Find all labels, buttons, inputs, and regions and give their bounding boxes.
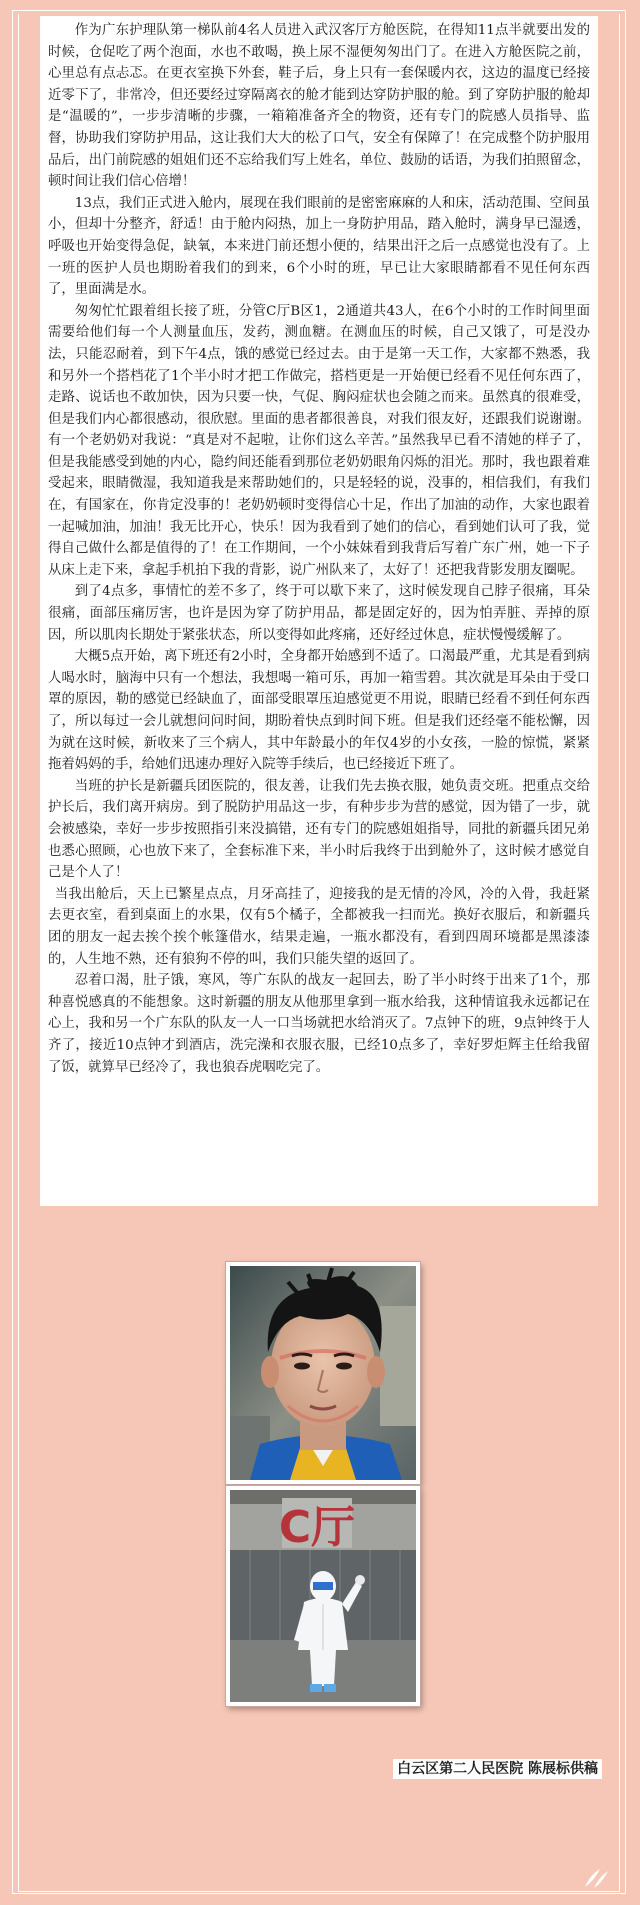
article-paragraph-5: 大概5点开始，离下班还有2小时，全身都开始感到不适了。口渴最严重，尤其是看到病人喝水时，脑海中只有一个想法，我想喝一箱可乐，再加一箱雪碧。其次就是耳朵由于受口罩的原因，勒的感觉已经缺血了，面部受眼罩压迫感觉更不用说，眼睛已经看不到任何东西了，所以每过一会儿就想问问时间，期盼着快点到时间下班。但是我们还经毫不能松懈，因为就在这时候，新收来了三个病人，其中年龄最小的年仅4岁的小女孩，一脸的惊慌，紧紧拖着妈妈的手，给她们迅速办理好入院等手续后，也已经接近下班了。 <box>48 649 590 773</box>
article-paragraph-6: 当班的护长是新疆兵团医院的，很友善，让我们先去换衣服，她负责交班。把重点交给护长后，我们离开病房。到了脱防护用品这一步，有种步步为营的感觉，因为错了一步，就会被感染，幸好一步步按照指引来没搞错，还有专门的院感姐姐指导，同批的新疆兵团兄弟也悉心照顾，心也放下来了，全套标准下来，半小时后我终于出到舱外了，这时候才感觉自己是个人了！ <box>48 778 590 881</box>
feather-logo-icon <box>582 1867 610 1889</box>
protective-suit-person-icon <box>230 1490 416 1702</box>
article-paragraph-1: 作为广东护理队第一梯队前4名人员进入武汉客厅方舱医院，在得知11点半就要出发的时候，仓促吃了两个泡面，水也不敢喝，换上尿不湿便匆匆出门了。在进入方舱医院之前，心里总有点忐忑。在更衣室换下外套，鞋子后，身上只有一套保暖内衣，这边的温度已经接近零下了，非常冷，但还要经过穿隔离衣的舱才能到达穿防护服的舱。到了穿防护服的舱却是“温暖的”，一步步清晰的步骤，一箱箱准备齐全的物资，还有专门的院感人员指导、监督，协助我们穿防护用品，这让我们大大的松了口气，安全有保障了！在完成整个防护服用品后，出门前院感的姐姐们还不忘给我们写上姓名，单位、鼓励的话语，为我们拍照留念，顿时间让我们信心倍增！ <box>48 23 590 190</box>
hall-sign-text: C厅 <box>278 1502 356 1553</box>
article-body <box>40 16 598 1206</box>
protective-suit-photo <box>226 1486 420 1706</box>
nurse-portrait-photo <box>226 1262 420 1484</box>
article-paragraph-7: 当我出舱后，天上已繁星点点，月牙高挂了，迎接我的是无情的冷风，冷的入骨，我赶紧去更衣室，看到桌面上的水果，仅有5个橘子，全都被我一扫而光。换好衣服后，和新疆兵团的朋友一起去挨个挨个帐篷借水，结果走遍，一瓶水都没有，看到四周环境都是黑漆漆的，人生地不熟，还有狼狗不停的叫，我们只能失望的返回了。 <box>48 886 590 967</box>
article-paragraph-4: 到了4点多，事情忙的差不多了，终于可以歇下来了，这时候发现自己脖子很痛，耳朵很痛，面部压痛厉害，也许是因为穿了防护用品，都是固定好的，因为怕弄脏、弄掉的原因，所以肌肉长期处于紧张状态，所以变得如此疼痛，还好经过休息，症状慢慢缓解了。 <box>48 584 590 643</box>
article-paragraph-8: 忍着口渴，肚子饿，寒风，等广东队的战友一起回去，盼了半小时终于出来了1个，那种喜悦感真的不能想象。这时新疆的朋友从他那里拿到一瓶水给我，这种情谊我永远都记在心上，我和另一个广东队的队友一人一口当场就把水给消灭了。7点钟下的班，9点钟终于人齐了，接近10点钟才到酒店，洗完澡和衣服衣服，已经10点多了，幸好罗炬辉主任给我留了饭，就算早已经冷了，我也狼吞虎咽吃完了。 <box>48 973 590 1075</box>
portrait-face-icon <box>230 1266 416 1480</box>
article-paragraph-3: 匆匆忙忙跟着组长接了班，分管C厅B区1，2通道共43人，在6个小时的工作时间里面需要给他们每一个人测量血压，发药，测血糖。在测血压的时候，自己又饿了，可是没办法，只能忍耐着，到下午4点，饿的感觉已经过去。由于是第一天工作，大家都不熟悉，我和另外一个搭档花了1个半小时才把工作做完，搭档更是一开始便已经看不见任何东西了，走路、说话也不敢加快，因为只要一快，气促、胸闷症状也会随之而来。虽然真的很难受，但是我们内心都很感动，很欣慰。里面的患者都很善良，对我们很友好，还跟我们说谢谢。有一个老奶奶对我说：“真是对不起啦，让你们这么辛苦。”虽然我早已看不清她的样子了，但是我能感受到她的内心，隐约间还能看到那位老奶奶眼角闪烁的泪光。那时，我也跟着难受起来，眼睛微湿，我知道我是来帮助她们的，只是轻轻的说，没事的，相信我们，有我们在，有国家在，你肯定没事的！老奶奶顿时变得信心十足，作出了加油的动作，大家也跟着一起喊加油，加油！我无比开心，快乐！因为我看到了她们的信心，看到她们认可了我，觉得自己做什么都是值得的了！在工作期间，一个小妹妹看到我背后写着广东广州，她一下子从床上走下来，拿起手机拍下我的背影，说广州队来了，太好了！还把我背影发朋友圈呢。 <box>48 303 590 578</box>
article-paragraph-2: 13点，我们正式进入舱内，展现在我们眼前的是密密麻麻的人和床，活动范围、空间虽小，但却十分整齐，舒适！由于舱内闷热，加上一身防护用品，踏入舱时，满身早已湿透，呼吸也开始变得急促，缺氧，本来进门前还想小便的，结果出汗之后一点感觉也没有了。上一班的医护人员也期盼着我们的到来，6个小时的班，早已让大家眼睛都看不见任何东西了，里面满是水。 <box>48 195 590 298</box>
author-credit: 白云区第二人民医院 陈展标供稿 <box>393 1759 602 1779</box>
